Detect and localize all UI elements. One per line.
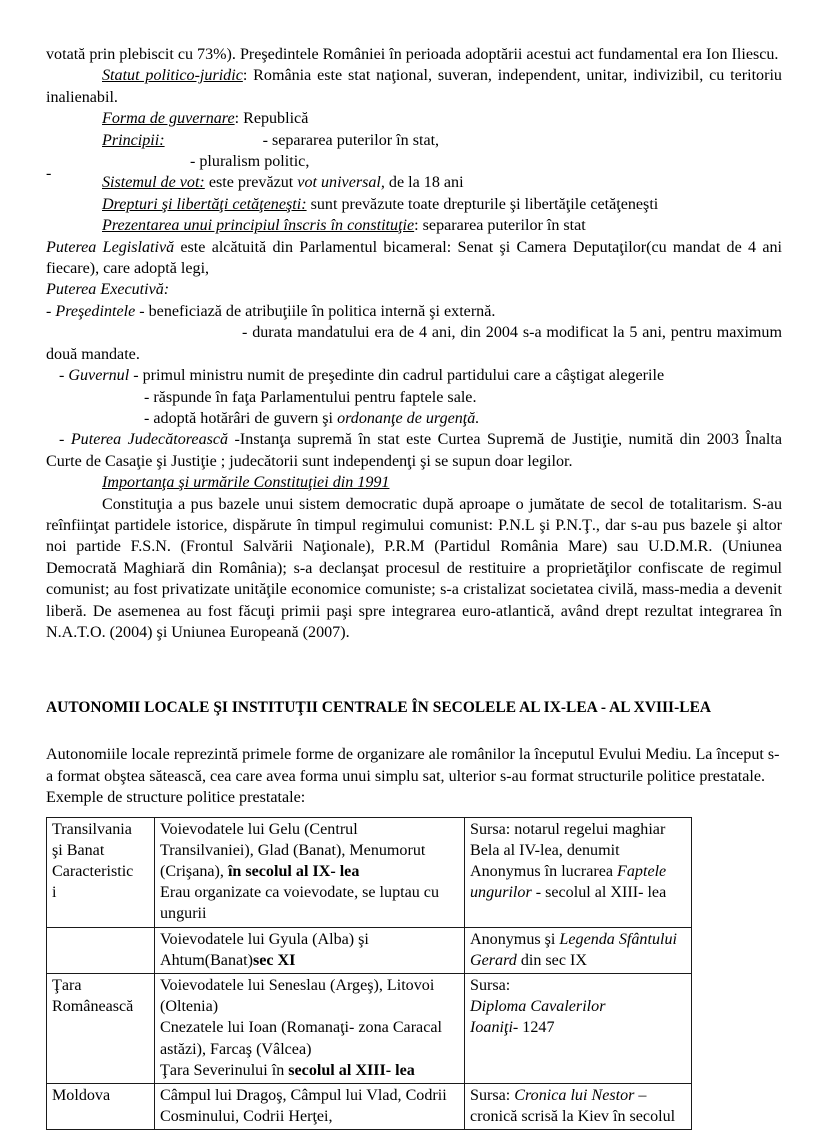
source-line — [470, 929, 686, 950]
cell-structures — [155, 927, 465, 973]
region-line: Românească — [52, 998, 134, 1016]
source-text: - 1247 — [512, 1019, 555, 1037]
structure-line: Voievodatele lui Gyula (Alba) şi — [160, 930, 369, 948]
source-text: Sursa: — [470, 1087, 515, 1105]
table-row — [47, 1084, 692, 1130]
structuri-politice-table — [46, 817, 692, 1130]
source-text: – — [634, 1087, 647, 1105]
paragraph-importanta-heading — [46, 472, 782, 493]
structure-text: Ahtum(Banat) — [160, 951, 253, 969]
structure-line — [160, 861, 459, 882]
structure-line: Erau organizate ca voievodate, se luptau cu — [160, 884, 439, 902]
sistem-vot-text-a: este prevăzut — [204, 174, 298, 192]
source-italic: Gerard — [470, 951, 517, 969]
region-line: i — [52, 884, 57, 902]
region-line: şi Banat — [52, 841, 105, 859]
structure-line: Cnezatele lui Ioan (Romanaţi- zona Caracal — [160, 1019, 442, 1037]
source-line — [470, 950, 686, 971]
paragraph-adopta-hotarari — [46, 408, 782, 429]
structure-line: Câmpul lui Dragoş, Câmpul lui Vlad, Codrii — [160, 1087, 447, 1105]
section-title-autonomii: AUTONOMII LOCALE ŞI INSTITUŢII CENTRALE ÎN SECOLELE AL IX-LEA - AL XVIII-LEA — [46, 699, 712, 717]
judecatoreasca-text: -Instanţa supremă în stat este Curtea Supremă de Justiţie, numită din 2003 Înalta Curte de Casaţie şi Justiţie ; judecătorii sunt independenţi şi se supun doar legilor. — [46, 431, 782, 470]
source-line — [470, 861, 686, 882]
heading-principii: Principii: — [102, 131, 165, 149]
cell-source — [465, 974, 692, 1084]
paragraph-drepturi — [46, 194, 782, 215]
heading-forma-de-guvernare: Forma de guvernare — [102, 110, 235, 128]
source-text: din sec IX — [516, 951, 587, 969]
cell-source — [465, 817, 692, 927]
guvernul-text: - primul ministru numit de preşedinte din cadrul partidului care a câştigat alegerile — [129, 367, 665, 385]
source-line — [470, 1085, 686, 1106]
region-line: Ţara — [52, 977, 82, 995]
source-line: Bela al IV-lea, denumit — [470, 841, 620, 859]
paragraph-plebiscit-text: votată prin plebiscit cu 73%). Preşedintele României în perioada adoptării acestui act fundamental era Ion Iliescu. — [46, 46, 779, 63]
paragraph-principii-item2 — [46, 151, 782, 172]
source-line: Sursa: — [470, 977, 511, 995]
principii-item-2: - pluralism politic, — [190, 153, 310, 171]
paragraph-puterea-legislativa — [46, 237, 782, 280]
label-puterea-legislativa: Puterea Legislativă — [46, 238, 175, 256]
source-italic: Legenda Sfântului — [559, 930, 677, 948]
structure-line: Voievodatele lui Seneslau (Argeş), Litovoi — [160, 977, 435, 995]
cell-region — [47, 974, 155, 1084]
source-italic: ungurilor — [470, 884, 532, 902]
structure-line: Voievodatele lui Gelu (Centrul — [160, 820, 358, 838]
document-content — [46, 44, 782, 1130]
sistem-vot-text-b: de la 18 ani — [384, 174, 464, 192]
heading-importanta-constitutiei: Importanţa şi urmările Constituţiei din 1991 — [102, 474, 390, 492]
source-italic: Ioaniţi — [470, 1019, 513, 1037]
adopta-text: - adoptă hotărâri de guvern şi — [144, 409, 338, 427]
paragraph-guvernul — [46, 365, 782, 386]
paragraph-statut-text: : România este stat naţional, suveran, independent, unitar, indivizibil, cu teritoriu inalienabil. — [46, 67, 782, 106]
source-line: Diploma Cavalerilor — [470, 998, 606, 1016]
structure-line: Transilvaniei), Glad (Banat), Menumorut — [160, 841, 426, 859]
cell-region — [47, 1084, 155, 1130]
label-puterea-judecatoreasca: Puterea Judecătorească — [70, 431, 229, 449]
table-row — [47, 817, 692, 927]
source-text: Anonymus şi — [470, 930, 560, 948]
judecatoreasca-prefix: - — [59, 431, 71, 449]
cell-source — [465, 927, 692, 973]
paragraph-plebiscit — [46, 44, 782, 65]
structure-bold: secolul al XIII- lea — [288, 1061, 415, 1079]
source-italic: Cronica lui Nestor — [514, 1087, 635, 1105]
structure-bold: în secolul al IX- lea — [227, 863, 360, 880]
label-presedintele: Preşedintele — [55, 302, 136, 320]
raspunde-text: - răspunde în faţa Parlamentului pentru faptele sale. — [144, 388, 477, 406]
source-text: - secolul al XIII- lea — [531, 884, 667, 902]
sistem-vot-emphasis: vot universal, — [297, 174, 385, 192]
paragraph-statut — [46, 65, 782, 108]
region-line: Moldova — [52, 1087, 111, 1105]
paragraph-presedintele — [46, 301, 782, 322]
title-spacer — [46, 718, 782, 744]
table-row — [47, 927, 692, 973]
drepturi-text: sunt prevăzute toate drepturile şi libertăţile cetăţeneşti — [306, 195, 659, 213]
structure-line: (Oltenia) — [160, 998, 219, 1016]
paragraph-prezentarea — [46, 215, 782, 236]
cell-structures — [155, 817, 465, 927]
structure-bold: sec XI — [252, 951, 296, 969]
paragraph-raspunde — [46, 387, 782, 408]
paragraph-forma-guvernare — [46, 108, 782, 129]
cell-structures — [155, 1084, 465, 1130]
label-guvernul: Guvernul — [68, 367, 130, 385]
source-italic: Faptele — [617, 863, 667, 880]
structure-line: ungurii — [160, 905, 207, 923]
structure-line — [160, 1060, 459, 1081]
heading-statut-politico-juridic: Statut politico-juridic — [102, 67, 243, 85]
principii-item-1: - separarea puterilor în stat, — [262, 131, 440, 149]
puterea-legislativa-text: este alcătuită din Parlamentul bicameral: Senat şi Camera Deputaţilor(cu mandat de 4 ani fiecare), care adoptă legi, — [46, 238, 782, 278]
paragraph-constitutia-body — [46, 494, 782, 644]
guvernul-prefix: - — [59, 367, 69, 385]
source-text: Anonymus în lucrarea — [470, 863, 618, 880]
table-row — [47, 974, 692, 1084]
structure-line — [160, 950, 459, 971]
adopta-emphasis: ordonanţe de urgenţă. — [337, 409, 480, 427]
region-line: Caracteristic — [52, 863, 134, 880]
source-line — [470, 1017, 686, 1038]
source-line: cronică scrisă la Kiev în secolul — [470, 1108, 676, 1126]
paragraph-puterea-executiva — [46, 279, 782, 300]
region-line: Transilvania — [52, 820, 132, 838]
cell-region — [47, 817, 155, 927]
structure-text: (Crişana), — [160, 863, 228, 880]
durata-mandat-text: - durata mandatului era de 4 ani, din 2004 s-a modificat la 5 ani, pentru maximum două mandate. — [46, 324, 782, 363]
heading-prezentarea-principiu: Prezentarea unui principiul înscris în constituţie — [102, 217, 415, 235]
cell-structures — [155, 974, 465, 1084]
source-line — [470, 882, 686, 903]
heading-drepturi-libertati: Drepturi şi libertăţi cetăţeneşti: — [102, 195, 307, 213]
prezentarea-text: : separarea puterilor în stat — [414, 217, 586, 235]
label-puterea-executiva: Puterea Executivă: — [46, 281, 170, 299]
margin-dash-mark: - — [46, 165, 52, 182]
cell-region — [47, 927, 155, 973]
paragraph-forma-text: : Republică — [234, 110, 309, 128]
constitutia-body-text: Constituţia a pus bazele unui sistem democratic după aproape o jumătate de secol de totalitarism. S-au reînfiinţat partidele istorice, dispărute în timpul regimului comunist: P.N.L şi P.N.Ţ., dar s-au pus bazele şi altor noi partide F.S.N. (Frontul Salvării Naţionale), P.R.M (Partidul România Mare) sau U.D.M.R. (Uniunea Democrată Maghiară din România); s-a declanşat procesul de restituire a proprietăţilor confiscate de regimul comunist; au fost privatizate unităţile economice comuniste; s-a cristalizat societatea civilă, mass-media a devenit liberă. De asemenea au fost făcuţi primii paşi spre integrarea euro-atlantică, având drept rezultat integrarea în N.A.T.O. (2004) şi Uniunea Europeană (2007). — [46, 495, 782, 641]
presedintele-text: - beneficiază de atribuţiile în politica internă şi externă. — [135, 302, 496, 320]
paragraph-sistemul-de-vot — [46, 172, 782, 193]
heading-sistemul-de-vot: Sistemul de vot: — [102, 174, 205, 192]
paragraph-autonomii-intro — [46, 744, 782, 808]
source-line: Sursa: notarul regelui maghiar — [470, 820, 666, 838]
autonomii-intro-text: Autonomiile locale reprezintă primele forme de organizare ale românilor la începutul Evului Mediu. La început s-a format obştea sătească, cea care avea forma unui simplu sat, ulterior s-au format structurile politice prestatale. Exemple de structure politice prestatale: — [46, 746, 780, 807]
structure-text: Ţara Severinului în — [160, 1061, 289, 1079]
structure-line: astăzi), Farcaş (Vâlcea) — [160, 1040, 312, 1058]
paragraph-principii — [46, 130, 782, 151]
paragraph-durata-mandat — [46, 322, 782, 365]
section-spacer — [46, 643, 782, 697]
paragraph-puterea-judecatoreasca — [46, 429, 782, 472]
structure-line: Cosminului, Codrii Herţei, — [160, 1108, 333, 1126]
presedintele-prefix: - — [46, 302, 56, 320]
cell-source — [465, 1084, 692, 1130]
table-body — [47, 817, 692, 1130]
